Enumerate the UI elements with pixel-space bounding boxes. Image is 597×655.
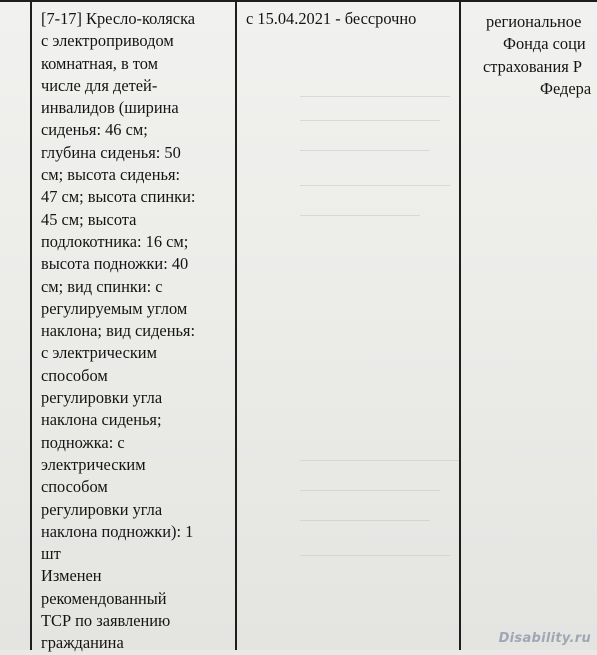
item-line: способом — [41, 477, 108, 497]
executor-line: страхования Р — [483, 56, 582, 76]
item-line: Изменен — [41, 566, 102, 586]
item-line: см; вид спинки: с — [41, 276, 163, 296]
item-line: 47 см; высота спинки: — [41, 187, 196, 207]
table-border-col2 — [459, 0, 461, 650]
item-line: [7-17] Кресло-коляска — [41, 9, 196, 28]
item-line: см; высота сиденья: — [41, 165, 181, 185]
item-line: с электроприводом — [41, 31, 174, 51]
item-line: комнатная, в том — [41, 53, 158, 73]
item-line: инвалидов (ширина — [41, 98, 179, 118]
item-line: высота подножки: 40 — [41, 254, 189, 274]
item-line: числе для детей- — [41, 75, 158, 95]
executor-line: Федера — [540, 78, 592, 98]
executor-cell — [470, 11, 597, 100]
item-line: регулируемым углом — [41, 298, 188, 318]
item-line: 45 см; высота — [41, 209, 137, 229]
item-line: способом — [41, 365, 108, 385]
item-description-cell — [41, 8, 233, 655]
item-line: подножка: с — [41, 432, 125, 452]
executor-line: региональное — [486, 12, 582, 31]
item-line: электрическим — [41, 454, 146, 474]
item-line: гражданина — [41, 633, 124, 653]
item-line: рекомендованный — [41, 588, 167, 608]
item-line: наклона; вид сиденья: — [41, 321, 196, 341]
item-line: с электрическим — [41, 343, 157, 363]
item-line: регулировки угла — [41, 388, 163, 408]
table-top-border — [0, 0, 597, 2]
item-line: наклона подножки): 1 — [41, 521, 194, 541]
item-line: глубина сиденья: 50 — [41, 142, 181, 162]
item-line: регулировки угла — [41, 499, 163, 519]
item-line: наклона сиденья; — [41, 410, 162, 430]
item-line: подлокотника: 16 см; — [41, 231, 189, 251]
watermark: Disability.ru — [498, 631, 591, 646]
item-line: сиденья: 46 см; — [41, 120, 148, 140]
item-line: ТСР по заявлению — [41, 611, 171, 631]
period-cell: с 15.04.2021 - бессрочно — [246, 9, 417, 28]
table-border-col1 — [235, 0, 237, 650]
table-border-left — [30, 0, 32, 650]
executor-line: Фонда соци — [503, 34, 586, 54]
item-line: шт — [41, 544, 61, 564]
